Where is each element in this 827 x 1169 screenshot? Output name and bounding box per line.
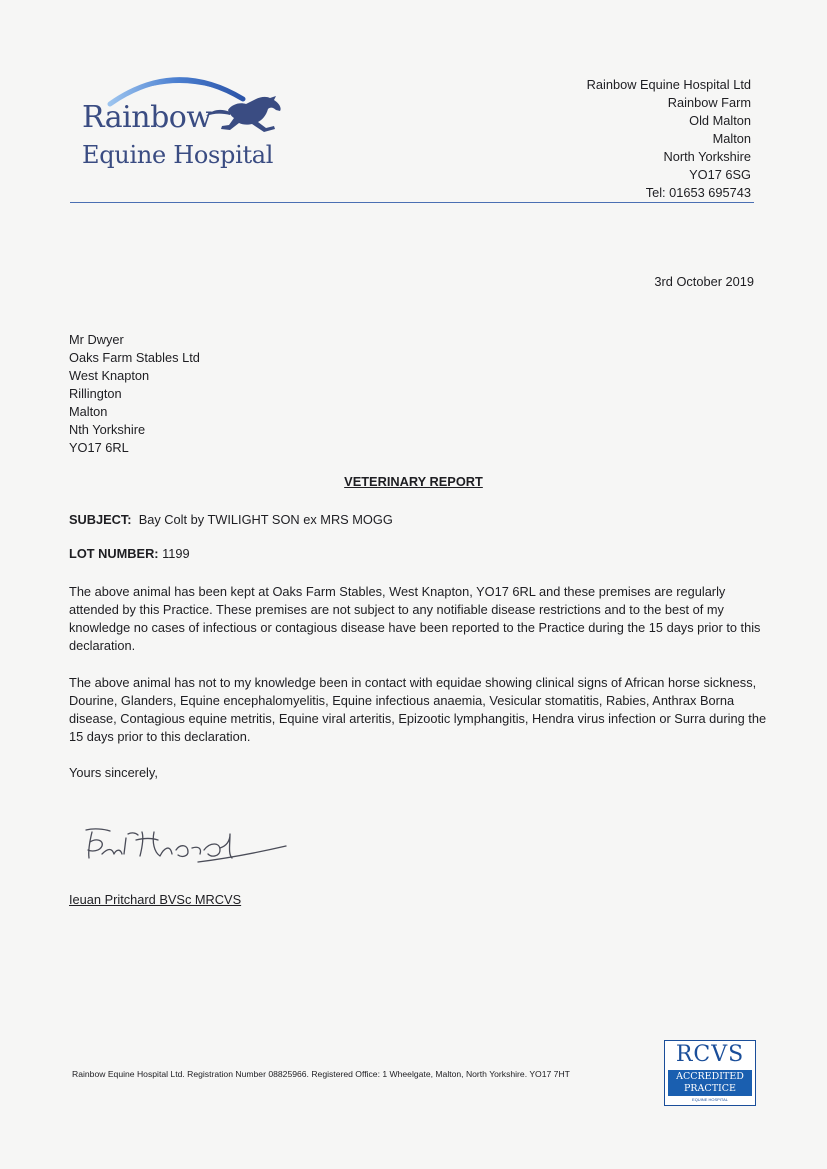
lot-number-line	[69, 546, 190, 561]
report-paragraph-contact: The above animal has not to my knowledge been in contact with equidae showing clinical signs of African horse sickness, Dourine, Glanders, Equine encephalomyelitis, Equine infectious anaemia, Vesicular stomatitis, Rabies, Anthrax Borna disease, Contagious equine metritis, Equine viral arteritis, Epizootic lymphangitis, Hendra virus infection or Surra during the 15 days prior to this declaration.	[69, 675, 767, 744]
report-title-text: VETERINARY REPORT	[344, 474, 483, 489]
logo-wordmark-equine-hospital: Equine Hospital	[82, 141, 274, 169]
badge-line-accredited: ACCREDITED	[676, 1071, 744, 1082]
footer-registration: Rainbow Equine Hospital Ltd. Registration Number 08825966. Registered Office: 1 Wheelgate, Malton, North Yorkshire. YO17 7HT	[72, 1069, 570, 1079]
closing-salutation: Yours sincerely,	[69, 765, 158, 780]
letter-date: 3rd October 2019	[654, 274, 754, 289]
sender-address-line: North Yorkshire	[663, 149, 751, 164]
lot-number-value: 1199	[162, 546, 190, 561]
recipient-line: Malton	[69, 404, 108, 419]
recipient-line: Nth Yorkshire	[69, 422, 146, 437]
subject-value: Bay Colt by TWILIGHT SON ex MRS MOGG	[138, 512, 393, 527]
sender-address-line: Old Malton	[689, 113, 751, 128]
letterhead-divider	[70, 202, 754, 203]
badge-rcvs-text: RCVS	[675, 1042, 745, 1067]
lot-number-label: LOT NUMBER:	[69, 546, 159, 561]
recipient-address	[69, 331, 200, 457]
recipient-line: YO17 6RL	[69, 440, 129, 455]
report-paragraph-premises: The above animal has been kept at Oaks Farm Stables, West Knapton, YO17 6RL and these premises are regularly attended by this Practice. These premises are not subject to any notifiable disease restrictions and to the best of my knowledge no cases of infectious or contagious disease have been reported to the Practice during the 15 days prior to this declaration.	[69, 584, 761, 653]
handwritten-signature	[80, 820, 290, 872]
sender-address	[587, 76, 751, 202]
badge-equine-hospital: EQUINE HOSPITAL	[692, 1097, 728, 1102]
badge-accredited-practice	[668, 1070, 752, 1096]
recipient-line: Oaks Farm Stables Ltd	[69, 350, 200, 365]
recipient-line: West Knapton	[69, 368, 150, 383]
sender-address-line: Rainbow Equine Hospital Ltd	[586, 77, 751, 92]
sender-phone: Tel: 01653 695743	[645, 185, 751, 200]
rcvs-accreditation-badge	[664, 1040, 756, 1106]
sender-address-line: Rainbow Farm	[667, 95, 751, 110]
sender-address-line: Malton	[712, 131, 751, 146]
recipient-line: Rillington	[69, 386, 122, 401]
badge-line-practice: PRACTICE	[684, 1083, 736, 1094]
subject-label: SUBJECT:	[69, 512, 132, 527]
signatory-name: Ieuan Pritchard BVSc MRCVS	[69, 892, 242, 907]
report-title	[0, 474, 827, 489]
logo-wordmark-rainbow: Rainbow	[82, 100, 212, 135]
recipient-line: Mr Dwyer	[69, 332, 124, 347]
sender-address-line: YO17 6SG	[689, 167, 751, 182]
subject-line	[69, 512, 393, 527]
